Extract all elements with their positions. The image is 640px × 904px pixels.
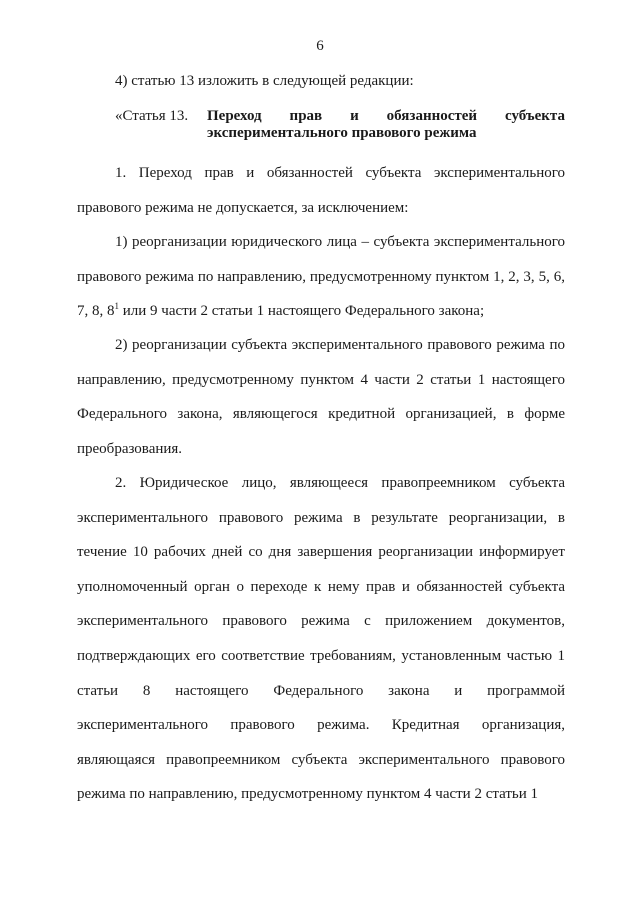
paragraph-1-item-1-text	[77, 225, 565, 329]
article-number: «Статья 13.	[115, 108, 189, 124]
paragraph-1	[77, 156, 565, 225]
paragraph-1-item-1	[77, 225, 565, 329]
intro-paragraph	[77, 64, 565, 99]
item-1-text-start: 1) реорганизации юридического лица – субъекта экспериментального правового режима по направлению, предусмотренному пунктом 1, 2, 3, 5, 6, 7, 8, 8	[77, 234, 565, 320]
page-number: 6	[316, 38, 324, 54]
paragraph-1-item-2-text: 2) реорганизации субъекта экспериментального правового режима по направлению, предусмотренному пунктом 4 части 2 статьи 1 настоящего Федерального закона, являющегося кредитной организацией, в форме преобразования.	[77, 337, 565, 457]
paragraph-1-item-2	[77, 328, 565, 466]
intro-text: 4) статью 13 изложить в следующей редакции:	[115, 73, 414, 89]
article-heading	[115, 108, 565, 142]
paragraph-1-text: 1. Переход прав и обязанностей субъекта экспериментального правового режима не допускается, за исключением:	[77, 165, 565, 216]
item-1-text-end: или 9 части 2 статьи 1 настоящего Федерального закона;	[119, 303, 485, 320]
superscript-index: 1	[114, 301, 119, 312]
paragraph-2	[77, 466, 565, 812]
paragraph-2-text: 2. Юридическое лицо, являющееся правопреемником субъекта экспериментального правового режима в результате реорганизации, в течение 10 рабочих дней со дня завершения реорганизации информирует уполномоченный орган о переходе к нему прав и обязанностей субъекта экспериментального правового режима с приложением документов, подтверждающих его соответствие требованиям, установленным частью 1 статьи 8 настоящего Федерального закона и программой экспериментального правового режима. Кредитная организация, являющаяся правопреемником субъекта экспериментального правового режима по направлению, предусмотренному пунктом 4 части 2 статьи 1	[77, 475, 565, 803]
article-title: Переход прав и обязанностей субъекта экспериментального правового режима	[207, 108, 565, 141]
